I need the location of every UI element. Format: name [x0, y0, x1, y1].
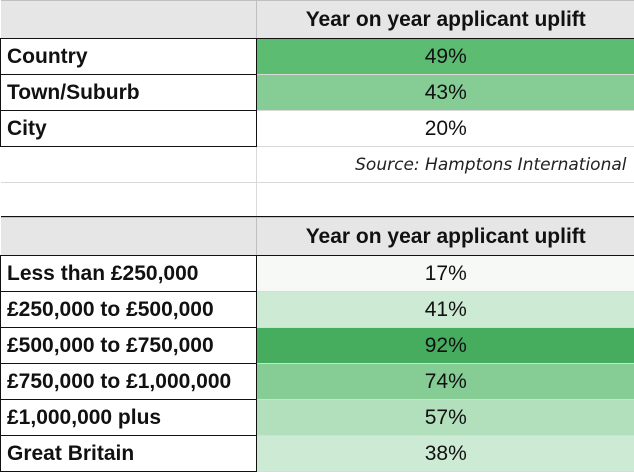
- empty-row: [1, 183, 634, 217]
- header-cell[interactable]: Year on year applicant uplift: [257, 218, 634, 256]
- row-label[interactable]: Less than £250,000: [1, 256, 257, 292]
- empty-cell[interactable]: [1, 183, 257, 217]
- row-label[interactable]: £750,000 to £1,000,000: [1, 364, 257, 400]
- header-blank-cell[interactable]: [1, 218, 257, 256]
- row-value[interactable]: 41%: [257, 292, 634, 328]
- table-row: [1, 436, 634, 472]
- table-row: [1, 400, 634, 436]
- source-blank-cell[interactable]: [1, 147, 257, 183]
- row-label[interactable]: Country: [1, 39, 257, 75]
- table-row: [1, 364, 634, 400]
- row-label[interactable]: City: [1, 111, 257, 147]
- table-header-row: [1, 218, 634, 256]
- row-label[interactable]: Town/Suburb: [1, 75, 257, 111]
- row-value[interactable]: 92%: [257, 328, 634, 364]
- table-row: [1, 256, 634, 292]
- row-value[interactable]: 38%: [257, 436, 634, 472]
- row-value[interactable]: 49%: [257, 39, 634, 75]
- row-value[interactable]: 17%: [257, 256, 634, 292]
- row-value[interactable]: 74%: [257, 364, 634, 400]
- row-label[interactable]: £1,000,000 plus: [1, 400, 257, 436]
- location-uplift-table: [0, 0, 634, 217]
- table-row: [1, 111, 634, 147]
- empty-cell[interactable]: [257, 183, 634, 217]
- row-label[interactable]: Great Britain: [1, 436, 257, 472]
- header-cell[interactable]: Year on year applicant uplift: [257, 1, 634, 39]
- source-row: [1, 147, 634, 183]
- row-label[interactable]: £500,000 to £750,000: [1, 328, 257, 364]
- header-blank-cell[interactable]: [1, 1, 257, 39]
- price-band-uplift-table: [0, 217, 634, 472]
- table-row: [1, 39, 634, 75]
- table-row: [1, 292, 634, 328]
- row-value[interactable]: 20%: [257, 111, 634, 147]
- table-row: [1, 75, 634, 111]
- source-note[interactable]: Source: Hamptons International: [257, 147, 634, 183]
- row-value[interactable]: 57%: [257, 400, 634, 436]
- table-header-row: [1, 1, 634, 39]
- row-label[interactable]: £250,000 to £500,000: [1, 292, 257, 328]
- row-value[interactable]: 43%: [257, 75, 634, 111]
- table-row: [1, 328, 634, 364]
